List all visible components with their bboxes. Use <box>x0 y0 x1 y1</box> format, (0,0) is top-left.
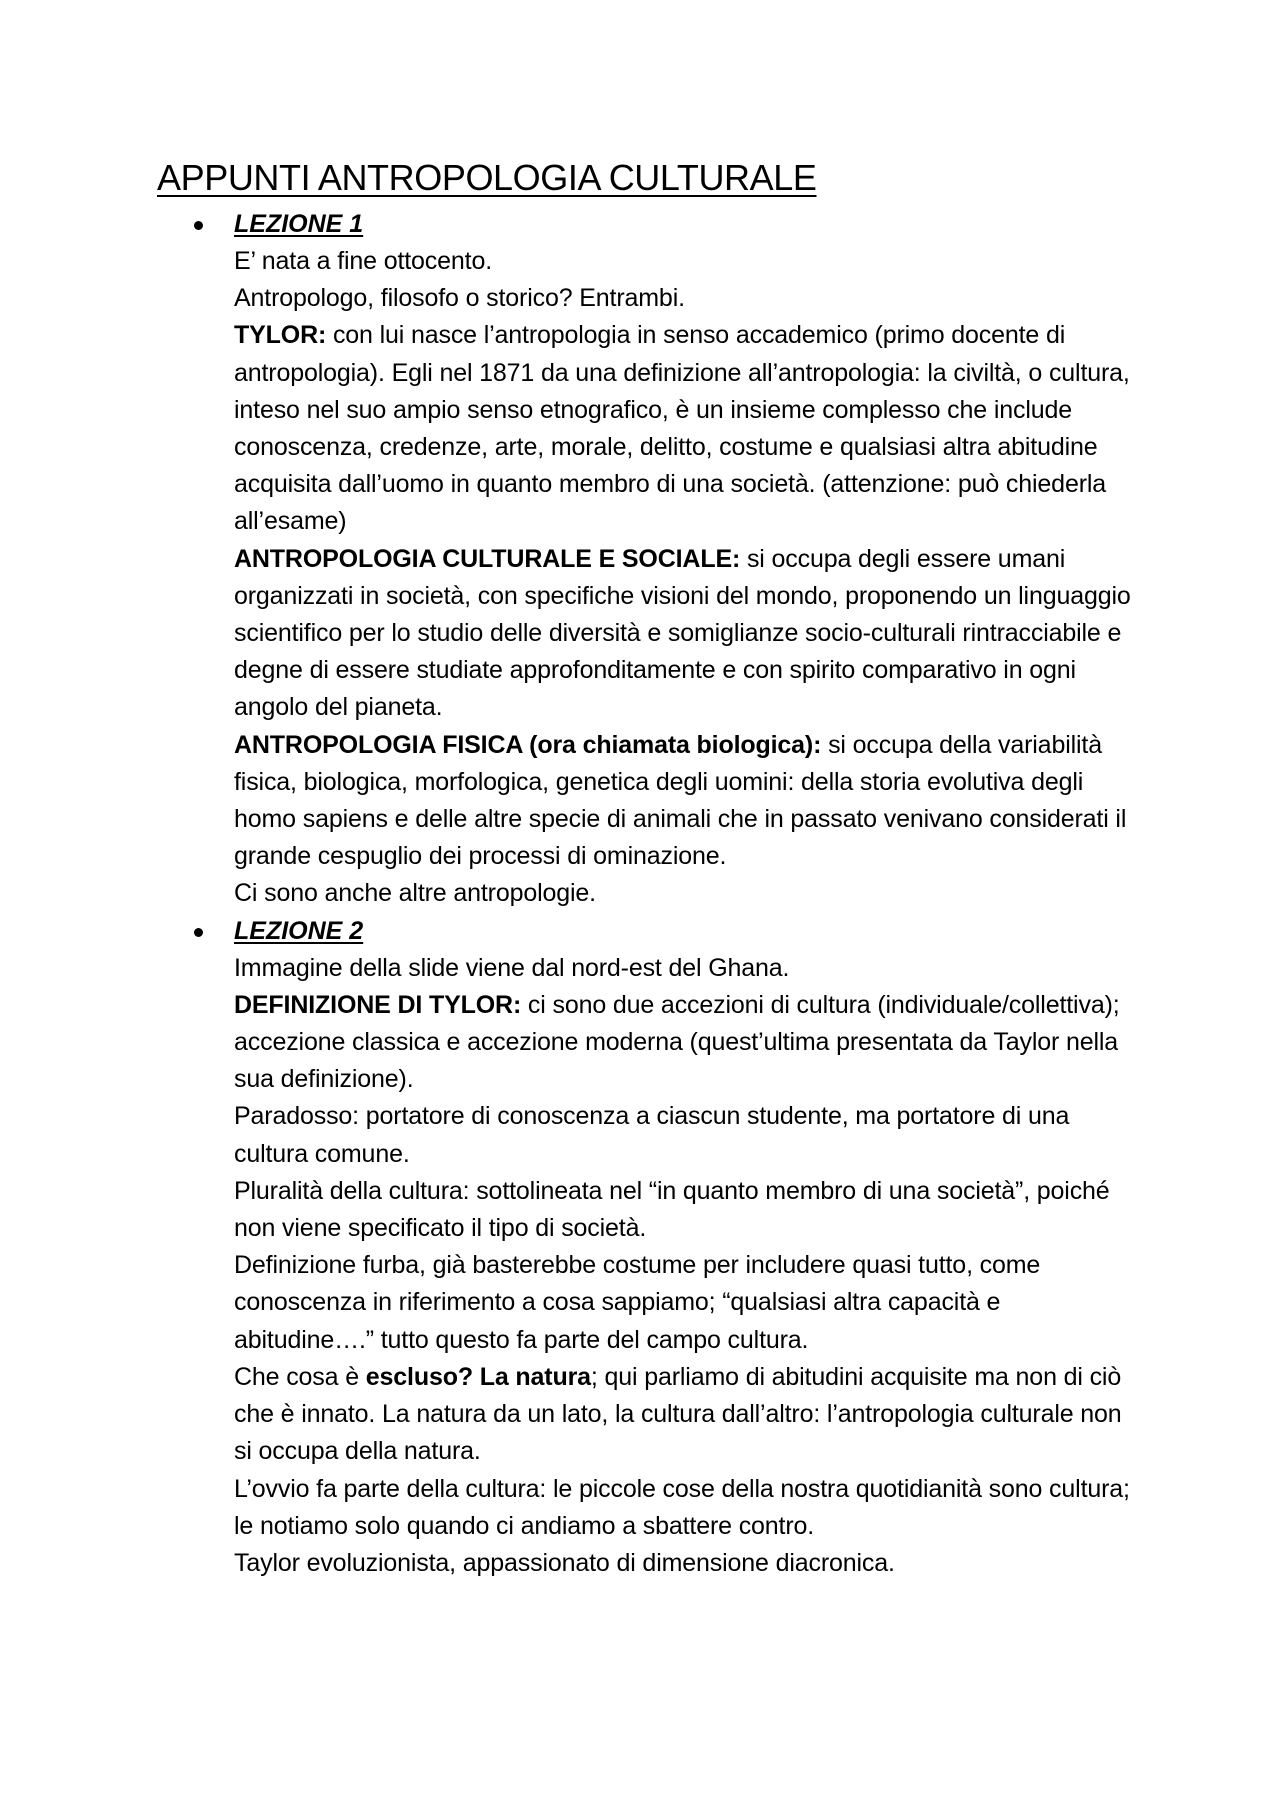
paragraph <box>234 875 1140 912</box>
paragraph-text: con lui nasce l’antropologia in senso accademico (primo docente di antropologia). Egli nel 1871 da una definizione all’antropologia: la civiltà, o cultura, inteso nel suo ampio senso etnografico, è un insieme complesso che include conoscenza, credenze, arte, morale, delitto, costume e qualsiasi altra abitudine acquisita dall’uomo in quanto membro di una società. (attenzione: può chiederla all’esame) <box>234 321 1130 536</box>
paragraph-bold: ANTROPOLOGIA CULTURALE E SOCIALE: <box>234 544 741 573</box>
paragraph-text: ci sono due accezioni di cultura (individuale/collettiva); accezione classica e accezione moderna (quest’ultima presentata da Taylor nella sua definizione). <box>234 990 1120 1094</box>
paragraph-text: L’ovvio fa parte della cultura: le piccole cose della nostra quotidianità sono cultura; le notiamo solo quando ci andiamo a sbattere contro. <box>234 1474 1130 1540</box>
paragraph <box>234 1247 1140 1359</box>
paragraph-bold: TYLOR: <box>234 321 327 350</box>
paragraph-bold: DEFINIZIONE DI TYLOR: <box>234 990 522 1019</box>
paragraph-text: si occupa degli essere umani organizzati in società, con specifiche visioni del mondo, proponendo un linguaggio scientifico per lo studio delle diversità e somiglianze socio-culturali rintracciabile e degne di essere studiate approfonditamente e con spirito comparativo in ogni angolo del pianeta. <box>234 544 1131 722</box>
paragraph-bold: ANTROPOLOGIA FISICA (ora chiamata biologica): <box>234 730 822 759</box>
paragraph <box>234 1545 1140 1582</box>
paragraph-bold: escluso? La natura <box>365 1362 591 1391</box>
lesson-2 <box>0 913 1280 1582</box>
paragraph <box>234 1359 1140 1471</box>
bullet-icon <box>194 928 203 937</box>
paragraph <box>234 243 1140 280</box>
paragraph-text: Ci sono anche altre antropologie. <box>234 879 596 908</box>
paragraph-lead: Che cosa è <box>234 1362 366 1391</box>
paragraph-text: Definizione furba, già basterebbe costume per includere quasi tutto, come conoscenza in riferimento a cosa sappiamo; “qualsiasi altra capacità e abitudine….” tutto questo fa parte del campo cultura. <box>234 1251 1041 1354</box>
paragraph <box>234 1098 1140 1172</box>
paragraph-text: si occupa della variabilità fisica, biologica, morfologica, genetica degli uomini: della storia evolutiva degli homo sapiens e delle altre specie di animali che in passato venivano considerati il grande cespuglio dei processi di ominazione. <box>234 730 1127 871</box>
paragraph <box>234 950 1140 987</box>
paragraph-text: E’ nata a fine ottocento. <box>234 247 493 275</box>
lesson-heading: LEZIONE 1 <box>234 210 364 238</box>
paragraph <box>234 727 1140 876</box>
paragraph-text: Immagine della slide viene dal nord-est del Ghana. <box>234 953 790 982</box>
paragraph-text: Pluralità della cultura: sottolineata nel “in quanto membro di una società”, poiché non viene specificato il tipo di società. <box>234 1176 1110 1243</box>
paragraph <box>234 987 1140 1099</box>
paragraph-text: Taylor evoluzionista, appassionato di dimensione diacronica. <box>234 1548 895 1577</box>
paragraph <box>234 317 1140 540</box>
document-title: APPUNTI ANTROPOLOGIA CULTURALE <box>157 157 817 198</box>
paragraph-text: Paradosso: portatore di conoscenza a ciascun studente, ma portatore di una cultura comune. <box>234 1102 1070 1168</box>
paragraph <box>234 1471 1140 1545</box>
paragraph <box>234 1173 1140 1247</box>
paragraph <box>234 280 1140 317</box>
lesson-list <box>0 206 1280 1582</box>
paragraph-text: Antropologo, filosofo o storico? Entrambi. <box>234 284 685 313</box>
paragraph <box>234 541 1140 727</box>
paragraph-text: ; qui parliamo di abitudini acquisite ma non di ciò che è innato. La natura da un lato, la cultura dall’altro: l’antropologia culturale non si occupa della natura. <box>234 1362 1122 1466</box>
bullet-icon <box>194 221 203 230</box>
lesson-heading: LEZIONE 2 <box>234 916 364 945</box>
lesson-1 <box>0 206 1280 913</box>
